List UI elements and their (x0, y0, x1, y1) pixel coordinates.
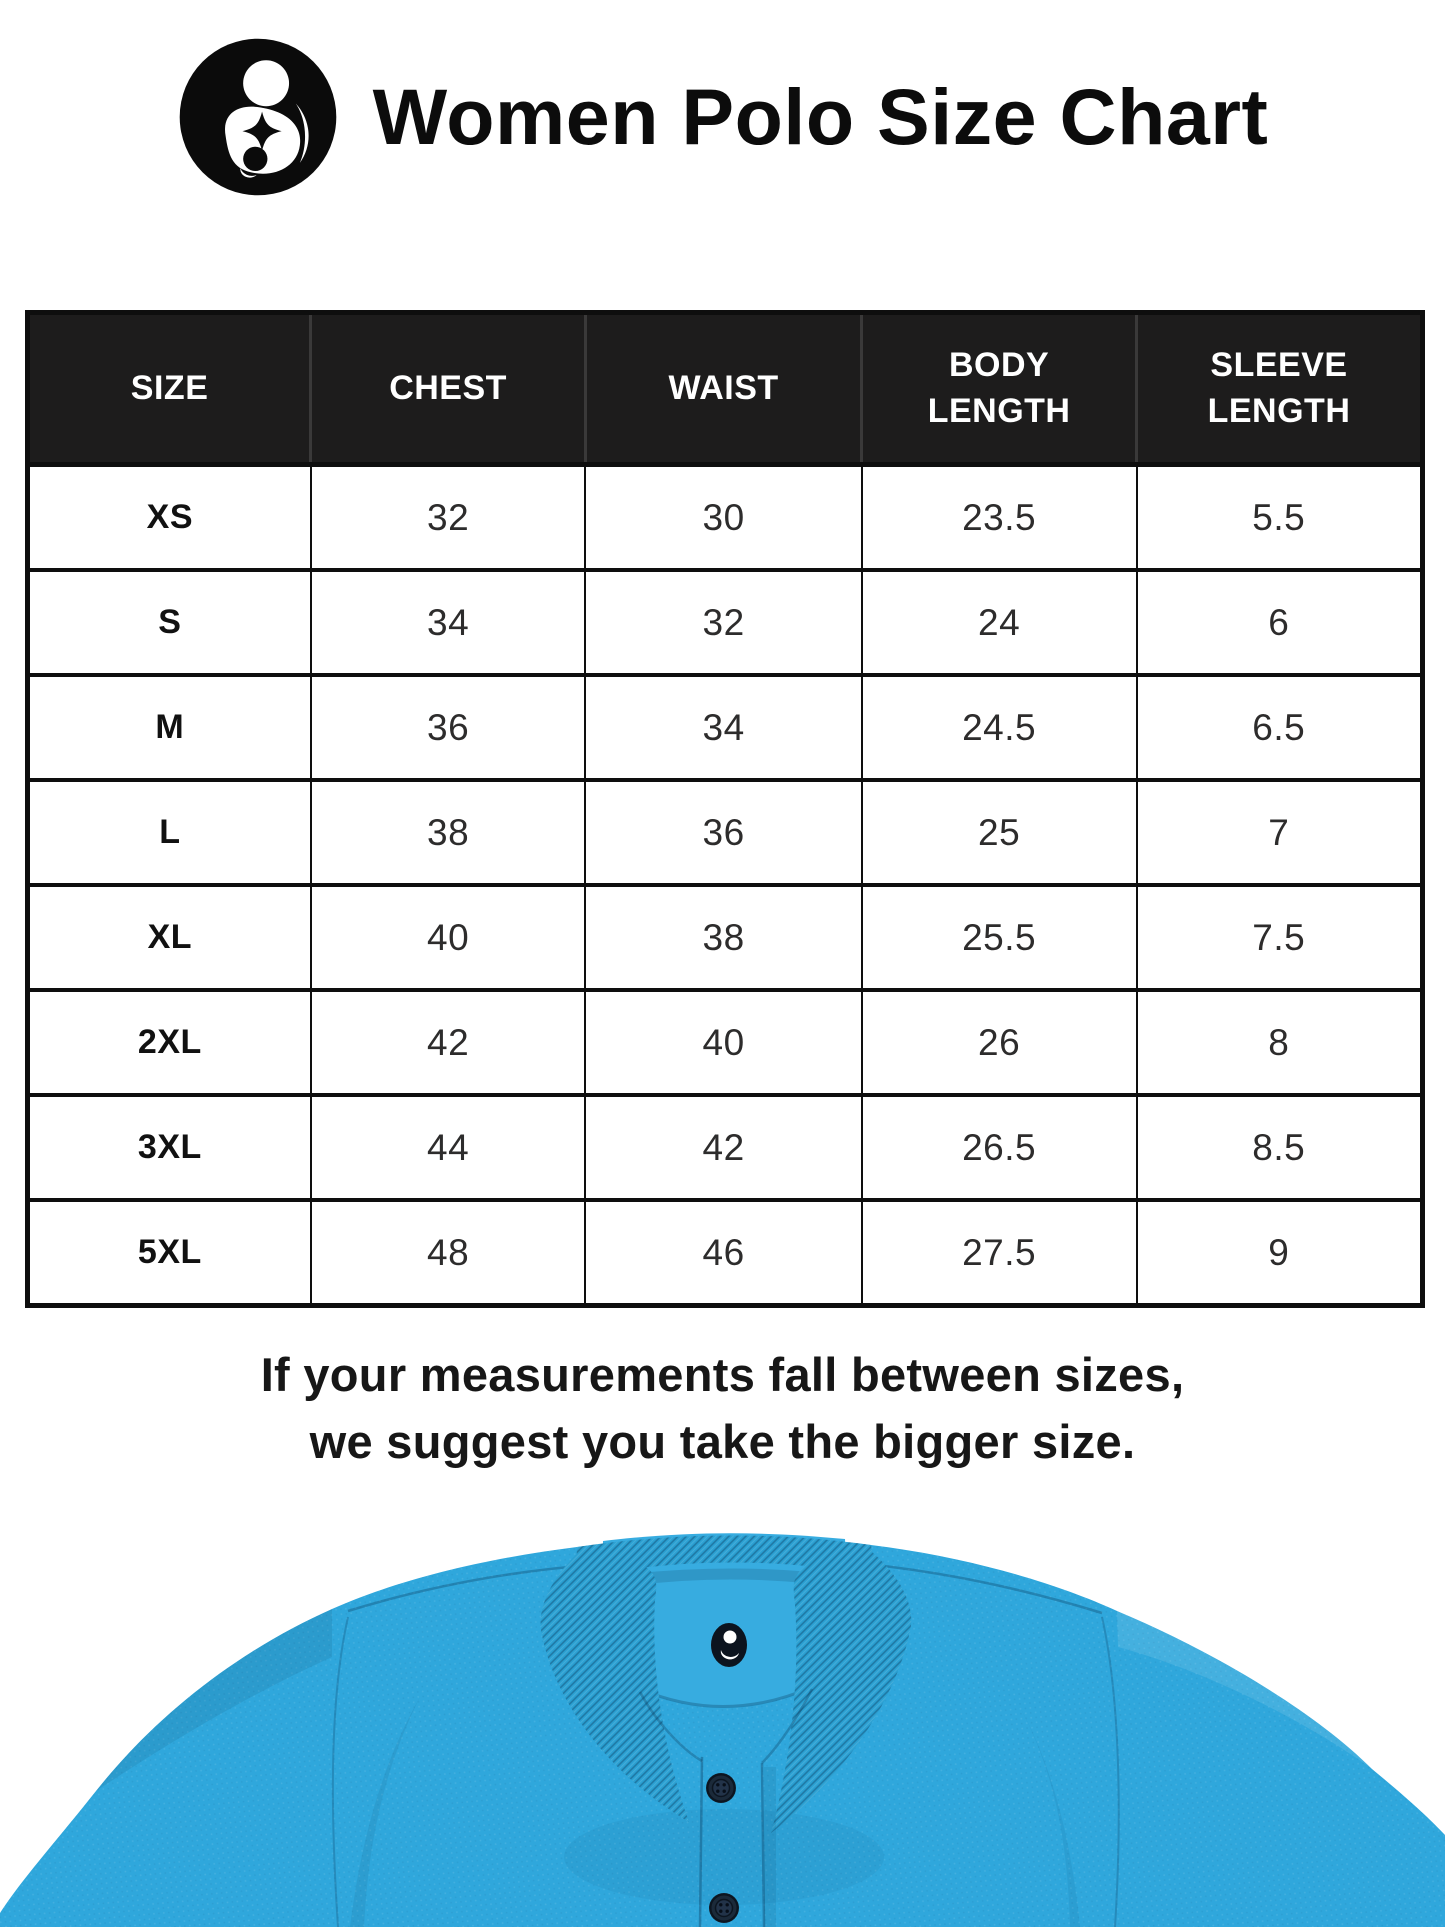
table-header (28, 313, 1423, 465)
size-cell: XS (28, 465, 311, 571)
column-header-size: SIZE (28, 313, 311, 465)
body-length-cell: 24 (862, 570, 1137, 675)
chest-cell: 40 (311, 885, 586, 990)
table-row-xs (28, 465, 1423, 571)
waist-cell: 34 (585, 675, 861, 780)
table-row-xl (28, 885, 1423, 990)
sleeve-length-cell: 7.5 (1137, 885, 1423, 990)
sleeve-length-cell: 5.5 (1137, 465, 1423, 571)
size-chart-table (25, 310, 1425, 1308)
column-header-sleeve-length: SLEEVE LENGTH (1137, 313, 1423, 465)
chest-cell: 44 (311, 1095, 586, 1200)
body-length-cell: 25.5 (862, 885, 1137, 990)
mother-and-child-logo-icon (177, 36, 339, 198)
body-length-cell: 26 (862, 990, 1137, 1095)
fit-note-line-1: If your measurements fall between sizes, (260, 1348, 1185, 1401)
size-cell: 5XL (28, 1200, 311, 1306)
size-cell: S (28, 570, 311, 675)
chest-cell: 48 (311, 1200, 586, 1306)
waist-cell: 40 (585, 990, 861, 1095)
waist-cell: 30 (585, 465, 861, 571)
chest-cell: 36 (311, 675, 586, 780)
size-cell: L (28, 780, 311, 885)
polo-shirt-illustration (0, 1517, 1445, 1927)
fit-note-line-2: we suggest you take the bigger size. (309, 1414, 1136, 1468)
sleeve-length-cell: 6.5 (1137, 675, 1423, 780)
body-length-cell: 25 (862, 780, 1137, 885)
chest-cell: 42 (311, 990, 586, 1095)
sleeve-length-cell: 8.5 (1137, 1095, 1423, 1200)
size-cell: 3XL (28, 1095, 311, 1200)
chest-cell: 32 (311, 465, 586, 571)
table-row-m (28, 675, 1423, 780)
button-bottom (709, 1893, 739, 1923)
sleeve-length-cell: 9 (1137, 1200, 1423, 1306)
brand-header (0, 36, 1445, 198)
table-row-3xl (28, 1095, 1423, 1200)
chest-cell: 34 (311, 570, 586, 675)
column-header-waist: WAIST (585, 313, 861, 465)
chest-cell: 38 (311, 780, 586, 885)
page-title: Women Polo Size Chart (372, 72, 1269, 161)
sleeve-length-cell: 7 (1137, 780, 1423, 885)
table-row-l (28, 780, 1423, 885)
column-header-chest: CHEST (311, 313, 586, 465)
button-top (706, 1773, 736, 1803)
table-row-2xl (28, 990, 1423, 1095)
table-row-5xl (28, 1200, 1423, 1306)
body-length-cell: 24.5 (862, 675, 1137, 780)
size-cell: 2XL (28, 990, 311, 1095)
size-cell: M (28, 675, 311, 780)
waist-cell: 42 (585, 1095, 861, 1200)
sleeve-length-cell: 8 (1137, 990, 1423, 1095)
fit-note (0, 1342, 1445, 1475)
column-header-body-length: BODY LENGTH (862, 313, 1137, 465)
table-row-s (28, 570, 1423, 675)
size-cell: XL (28, 885, 311, 990)
waist-cell: 36 (585, 780, 861, 885)
body-length-cell: 27.5 (862, 1200, 1137, 1306)
body-length-cell: 26.5 (862, 1095, 1137, 1200)
neck-label-logo-icon (711, 1623, 747, 1667)
sleeve-length-cell: 6 (1137, 570, 1423, 675)
body-length-cell: 23.5 (862, 465, 1137, 571)
waist-cell: 38 (585, 885, 861, 990)
waist-cell: 46 (585, 1200, 861, 1306)
polo-shirt-image (0, 1517, 1445, 1927)
waist-cell: 32 (585, 570, 861, 675)
